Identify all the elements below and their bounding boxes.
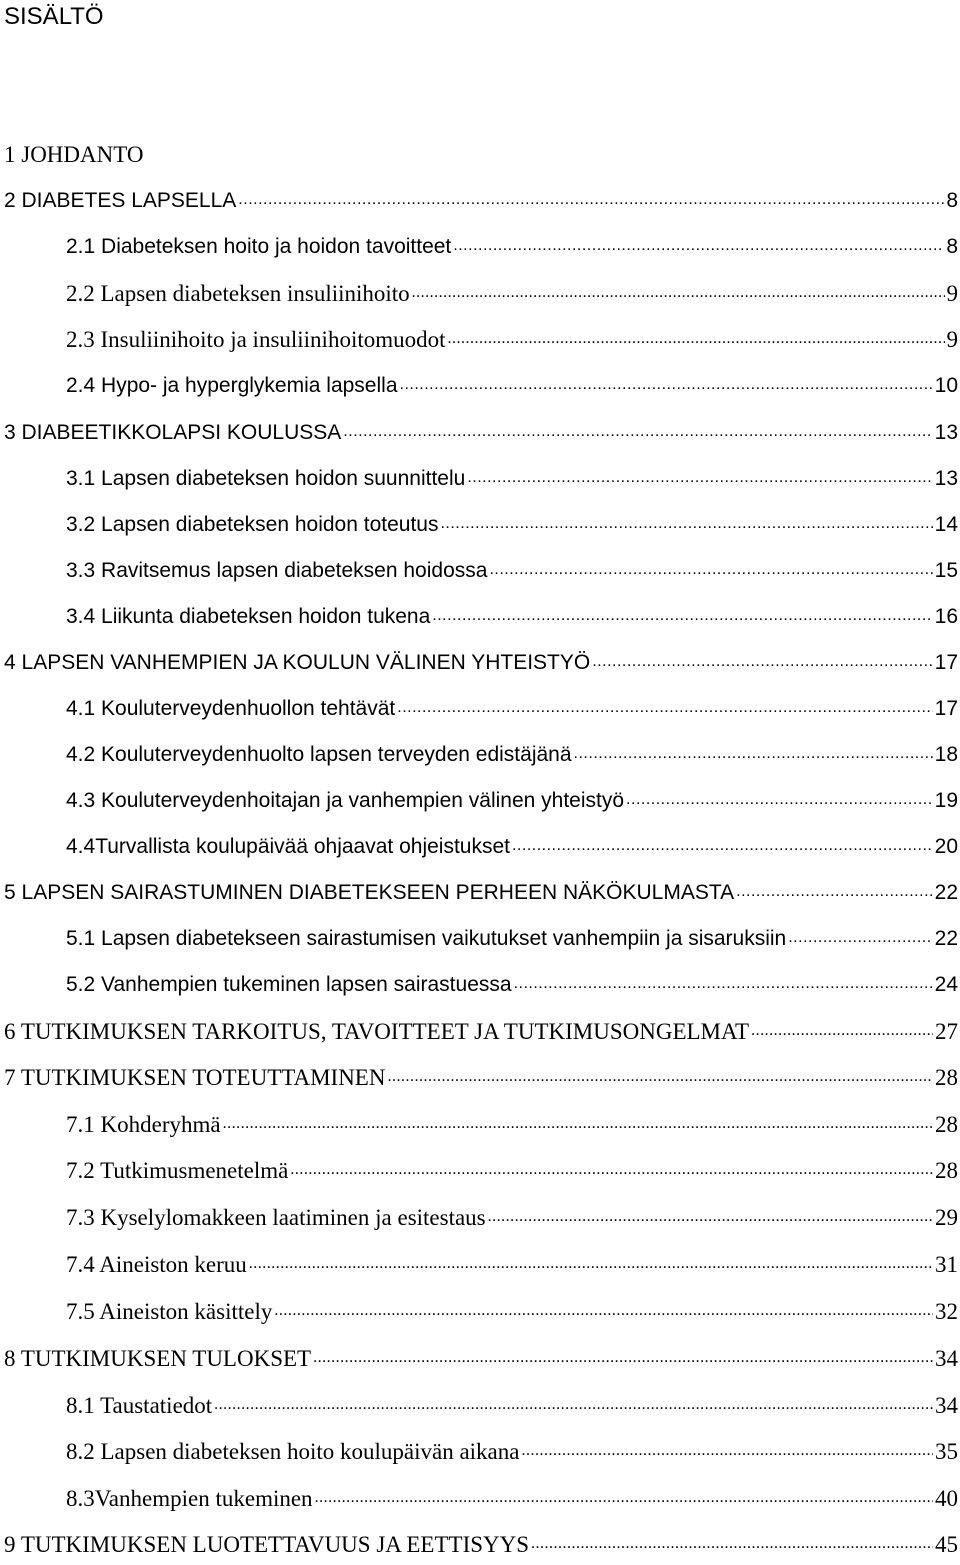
toc-page-number: 22	[934, 927, 958, 950]
toc-entry[interactable]	[66, 510, 958, 540]
toc-page-number: 27	[935, 1019, 958, 1044]
toc-entry[interactable]	[66, 325, 958, 355]
dot-leader	[400, 377, 933, 393]
toc-entry-label: 8.3Vanhempien tukeminen	[66, 1486, 313, 1511]
dot-leader	[574, 746, 933, 762]
toc-page-number: 22	[934, 881, 958, 904]
dot-leader	[387, 1069, 933, 1085]
toc-entry[interactable]	[66, 464, 958, 494]
toc-page-number: 20	[934, 835, 958, 858]
toc-page-number: 17	[934, 651, 958, 674]
toc-entry[interactable]	[4, 1017, 958, 1047]
dot-leader	[467, 470, 932, 486]
dot-leader	[514, 976, 933, 992]
toc-page-number: 13	[934, 467, 958, 490]
dot-leader	[315, 1490, 933, 1506]
toc-entry[interactable]	[4, 648, 958, 678]
dot-leader	[512, 838, 933, 854]
toc-entry-label: 7.5 Aineiston käsittely	[66, 1299, 273, 1324]
toc-entry-label: 8.1 Taustatiedot	[66, 1393, 213, 1418]
toc-entry-label: 6 TUTKIMUKSEN TARKOITUS, TAVOITTEET JA TUTKIMUSONGELMAT	[4, 1019, 750, 1044]
toc-entry[interactable]	[4, 1344, 958, 1374]
toc-page-number: 14	[934, 513, 958, 536]
toc-entry-label: 2.3 Insuliinihoito ja insuliinihoitomuodot	[66, 327, 446, 352]
toc-entry[interactable]	[66, 1391, 958, 1421]
dot-leader	[592, 654, 932, 670]
toc-page-number: 35	[935, 1439, 958, 1464]
toc-entry-label: 2.4 Hypo- ja hyperglykemia lapsella	[66, 374, 398, 397]
dot-leader	[397, 700, 932, 716]
toc-entry-label: 7.1 Kohderyhmä	[66, 1112, 221, 1137]
toc-page-number: 16	[934, 605, 958, 628]
toc-entry-label: 5 LAPSEN SAIRASTUMINEN DIABETEKSEEN PERHEEN NÄKÖKULMASTA	[4, 881, 735, 904]
toc-entry[interactable]	[66, 1484, 958, 1514]
dot-leader	[313, 1350, 933, 1366]
toc-entry[interactable]	[66, 970, 958, 1000]
toc-entry[interactable]	[4, 1063, 958, 1093]
toc-entry-label: 2.1 Diabeteksen hoito ja hoidon tavoitteet	[66, 235, 452, 258]
toc-page-number: 10	[934, 374, 958, 397]
toc-entry[interactable]	[4, 140, 958, 170]
toc-entry-label: 5.1 Lapsen diabetekseen sairastumisen vaikutukset vanhempiin ja sisaruksiin	[66, 927, 787, 950]
toc-entry-label: 3.4 Liikunta diabeteksen hoidon tukena	[66, 605, 431, 628]
dot-leader	[736, 884, 933, 900]
toc-page-number: 8	[946, 235, 958, 258]
toc-page-number: 24	[934, 973, 958, 996]
dot-leader	[531, 1536, 933, 1552]
toc-page-number: 31	[935, 1252, 958, 1277]
toc-page-number: 9	[946, 327, 958, 352]
toc-entry-label: 9 TUTKIMUKSEN LUOTETTAVUUS JA EETTISYYS	[4, 1532, 530, 1557]
dot-leader	[214, 1397, 933, 1413]
toc-entry[interactable]	[66, 1156, 958, 1186]
toc-entry[interactable]	[66, 1297, 958, 1327]
toc-entry[interactable]	[4, 878, 958, 908]
toc-page-number: 8	[946, 189, 958, 212]
toc-entry[interactable]	[66, 232, 958, 262]
dot-leader	[238, 192, 944, 208]
toc-entry[interactable]	[66, 694, 958, 724]
dot-leader	[751, 1023, 933, 1039]
toc-entry-label: 4 LAPSEN VANHEMPIEN JA KOULUN VÄLINEN YHTEISTYÖ	[4, 651, 591, 674]
toc-entry-label: 8 TUTKIMUKSEN TULOKSET	[4, 1346, 312, 1371]
dot-leader	[453, 238, 944, 254]
toc-entry-label: 5.2 Vanhempien tukeminen lapsen sairastuessa	[66, 973, 512, 996]
dot-leader	[488, 1209, 933, 1225]
dot-leader	[343, 424, 932, 440]
toc-entry-label: 4.3 Kouluterveydenhoitajan ja vanhempien välinen yhteistyö	[66, 789, 625, 812]
toc-page-number: 28	[935, 1065, 958, 1090]
toc-entry[interactable]	[66, 924, 958, 954]
toc-entry[interactable]	[66, 602, 958, 632]
toc-entry[interactable]	[66, 786, 958, 816]
toc-entry-label: 7.4 Aineiston keruu	[66, 1252, 247, 1277]
dot-leader	[521, 1443, 933, 1459]
toc-entry-label: 7.2 Tutkimusmenetelmä	[66, 1158, 289, 1183]
dot-leader	[274, 1303, 933, 1319]
toc-entry[interactable]	[66, 1110, 958, 1140]
toc-entry-label: 3.1 Lapsen diabeteksen hoidon suunnittelu	[66, 467, 466, 490]
toc-page-number: 40	[935, 1486, 958, 1511]
toc-entry[interactable]	[66, 1203, 958, 1233]
toc-entry[interactable]	[4, 186, 958, 216]
toc-entry[interactable]	[66, 371, 958, 401]
toc-entry[interactable]	[66, 1250, 958, 1280]
dot-leader	[448, 331, 945, 347]
dot-leader	[412, 285, 945, 301]
toc-page-number: 32	[935, 1299, 958, 1324]
toc-entry-label: 1 JOHDANTO	[4, 142, 144, 167]
dot-leader	[249, 1256, 933, 1272]
toc-entry[interactable]	[66, 279, 958, 309]
dot-leader	[290, 1162, 933, 1178]
toc-page-number: 29	[935, 1205, 958, 1230]
toc-entry-label: 7.3 Kyselylomakkeen laatiminen ja esitestaus	[66, 1205, 486, 1230]
dot-leader	[440, 516, 932, 532]
dot-leader	[626, 792, 933, 808]
toc-page-number: 28	[935, 1158, 958, 1183]
toc-entry-label: 3.3 Ravitsemus lapsen diabeteksen hoidossa	[66, 559, 488, 582]
toc-entry-label: 4.4Turvallista koulupäivää ohjaavat ohjeistukset	[66, 835, 510, 858]
toc-entry[interactable]	[4, 418, 958, 448]
toc-page-number: 9	[946, 281, 958, 306]
dot-leader	[432, 608, 932, 624]
toc-entry-label: 8.2 Lapsen diabeteksen hoito koulupäivän aikana	[66, 1439, 520, 1464]
toc-entry[interactable]	[66, 740, 958, 770]
toc-page-number: 34	[935, 1346, 958, 1371]
dot-leader	[223, 1116, 933, 1132]
dot-leader	[489, 562, 932, 578]
toc-entry-label: 2 DIABETES LAPSELLA	[4, 189, 237, 212]
page-title: SISÄLTÖ	[4, 3, 104, 30]
toc-entry-label: 4.2 Kouluterveydenhuolto lapsen terveyden edistäjänä	[66, 743, 572, 766]
toc-page-number: 13	[934, 421, 958, 444]
toc-entry-label: 4.1 Kouluterveydenhuollon tehtävät	[66, 697, 396, 720]
toc-entry[interactable]	[66, 832, 958, 862]
toc-entry[interactable]	[66, 556, 958, 586]
toc-entry[interactable]	[66, 1437, 958, 1467]
toc-page-number: 18	[934, 743, 958, 766]
toc-page-number: 45	[935, 1532, 958, 1557]
dot-leader	[788, 930, 932, 946]
toc-page-number: 34	[935, 1393, 958, 1418]
toc-page-number: 19	[934, 789, 958, 812]
toc-entry-label: 2.2 Lapsen diabeteksen insuliinihoito	[66, 281, 410, 306]
toc-entry[interactable]	[4, 1530, 958, 1560]
toc-page-number: 15	[934, 559, 958, 582]
toc-entry-label: 7 TUTKIMUKSEN TOTEUTTAMINEN	[4, 1065, 386, 1090]
toc-page-number: 28	[935, 1112, 958, 1137]
toc-entry-label: 3.2 Lapsen diabeteksen hoidon toteutus	[66, 513, 439, 536]
toc-page-number: 17	[934, 697, 958, 720]
toc-entry-label: 3 DIABEETIKKOLAPSI KOULUSSA	[4, 421, 342, 444]
